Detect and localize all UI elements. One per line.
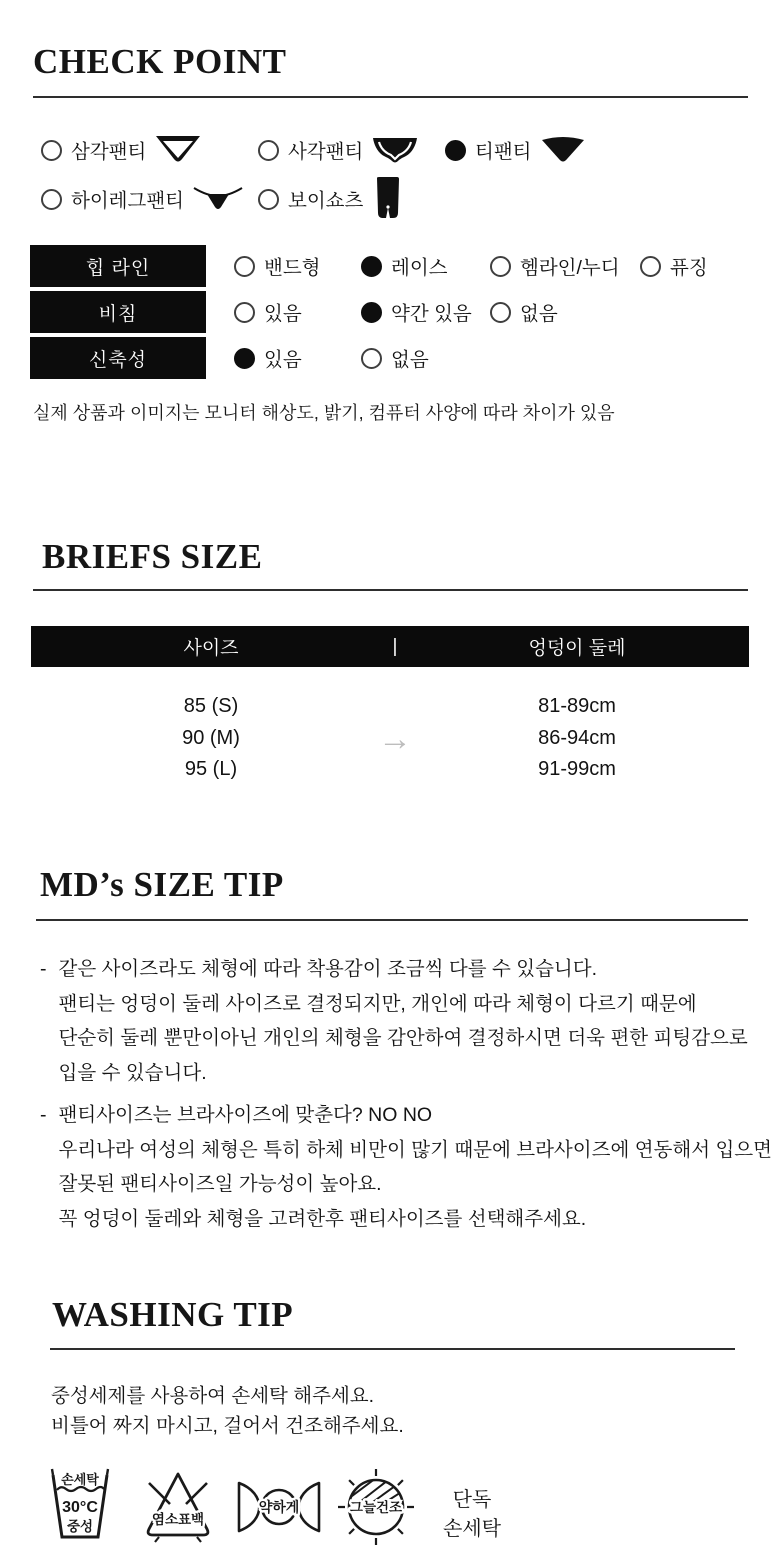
highleg-panty-icon bbox=[193, 186, 243, 212]
attr-option-label: 있음 bbox=[264, 303, 302, 325]
attr-option[interactable] bbox=[640, 245, 708, 287]
tip-text bbox=[59, 952, 748, 1090]
type-option-label: 보이쇼츠 bbox=[288, 190, 364, 212]
attr-label-hipline: 힙 라인 bbox=[30, 245, 206, 287]
shade-dry-icon bbox=[336, 1463, 416, 1551]
attr-option-label: 퓨징 bbox=[670, 257, 708, 279]
temperature-label: 30°C bbox=[62, 1499, 98, 1516]
tip-text bbox=[59, 1098, 772, 1236]
separate-wash-line: 손세탁 bbox=[443, 1517, 501, 1540]
radio-sheer-yes[interactable] bbox=[234, 302, 255, 323]
size-tip-item bbox=[40, 952, 748, 1090]
type-option-label: 삼각팬티 bbox=[71, 141, 147, 163]
type-option-label: 사각팬티 bbox=[288, 141, 364, 163]
divider-line bbox=[33, 589, 748, 591]
type-option-label: 하이레그팬티 bbox=[71, 190, 185, 212]
radio-hemline-nude[interactable] bbox=[490, 256, 511, 277]
radio-band-type[interactable] bbox=[234, 256, 255, 277]
shade-dry-label: 그늘건조 bbox=[349, 1500, 403, 1515]
wring-label: 약하게 bbox=[258, 1499, 300, 1515]
size-row-value: 90 (M) bbox=[182, 727, 240, 749]
neutral-label: 중성 bbox=[66, 1519, 94, 1534]
monitor-difference-note: 실제 상품과 이미지는 모니터 해상도, 밝기, 컴퓨터 사양에 따라 차이가 있음 bbox=[33, 403, 615, 423]
washing-tip-title: WASHING TIP bbox=[52, 1295, 294, 1334]
type-option-square[interactable] bbox=[258, 135, 418, 165]
tip-line: 단순히 둘레 뿐만이아닌 개인의 체형을 감안하여 결정하시면 더욱 편한 피팅감으로 bbox=[58, 1027, 748, 1049]
size-tip-item bbox=[40, 1098, 772, 1236]
type-option-thong[interactable] bbox=[445, 135, 585, 165]
type-option-boyshorts[interactable] bbox=[258, 184, 404, 214]
tip-line: 잘못된 팬티사이즈일 가능성이 높아요. bbox=[58, 1173, 382, 1195]
cross-marks bbox=[149, 1483, 207, 1504]
radio-thong-panty[interactable] bbox=[445, 140, 466, 161]
radio-lace[interactable] bbox=[361, 256, 382, 277]
attr-option-label: 약간 있음 bbox=[391, 303, 472, 325]
triangle-panty-icon bbox=[155, 135, 201, 165]
water-wave bbox=[57, 1487, 104, 1491]
size-row-value: 85 (S) bbox=[183, 695, 239, 717]
briefs-size-title: BRIEFS SIZE bbox=[42, 537, 263, 576]
attr-option-label: 헴라인/누디 bbox=[520, 257, 620, 279]
type-option-triangle[interactable] bbox=[41, 135, 201, 165]
radio-square-panty[interactable] bbox=[258, 140, 279, 161]
attr-option-label: 없음 bbox=[391, 349, 429, 371]
attr-option[interactable] bbox=[234, 291, 302, 333]
boyshorts-icon bbox=[372, 175, 404, 221]
handwash-30c-icon bbox=[48, 1467, 112, 1541]
wring-gently-icon bbox=[234, 1479, 324, 1535]
washing-instruction-line: 비틀어 짜지 마시고, 걸어서 건조해주세요. bbox=[51, 1415, 404, 1437]
radio-fusing[interactable] bbox=[640, 256, 661, 277]
bullet-dash: - bbox=[40, 958, 47, 980]
attr-label-elasticity: 신축성 bbox=[30, 337, 206, 379]
size-table-header bbox=[31, 626, 749, 667]
tip-line: 입을 수 있습니다. bbox=[58, 1061, 207, 1084]
attr-option-label: 없음 bbox=[520, 303, 558, 325]
attr-option[interactable] bbox=[361, 245, 448, 287]
attr-option-label: 밴드형 bbox=[264, 257, 321, 279]
size-column-header: 사이즈 bbox=[183, 638, 239, 659]
attr-option[interactable] bbox=[490, 245, 620, 287]
hip-row-value: 91-99cm bbox=[538, 758, 616, 780]
check-point-title: CHECK POINT bbox=[33, 42, 287, 81]
column-divider: | bbox=[392, 635, 398, 657]
washing-instruction-line: 중성세제를 사용하여 손세탁 해주세요. bbox=[51, 1385, 375, 1407]
bullet-dash: - bbox=[40, 1104, 47, 1126]
size-row-value: 95 (L) bbox=[184, 758, 238, 780]
hip-row-value: 81-89cm bbox=[538, 695, 616, 717]
attr-option[interactable] bbox=[361, 337, 429, 379]
hip-row-value: 86-94cm bbox=[538, 727, 616, 749]
divider-line bbox=[36, 919, 748, 921]
attr-option[interactable] bbox=[361, 291, 472, 333]
radio-stretch-no[interactable] bbox=[361, 348, 382, 369]
tip-line: 팬티는 엉덩이 둘레 사이즈로 결정되지만, 개인에 따라 체형이 다르기 때문에 bbox=[58, 992, 697, 1015]
right-arrow-icon: → bbox=[378, 720, 412, 758]
hip-column-header: 엉덩이 둘레 bbox=[528, 638, 626, 659]
type-option-highleg[interactable] bbox=[41, 184, 243, 214]
handwash-label: 손세탁 bbox=[61, 1472, 99, 1487]
bleach-label: 염소표백 bbox=[151, 1512, 205, 1527]
attr-option[interactable] bbox=[234, 337, 302, 379]
radio-triangle-panty[interactable] bbox=[41, 140, 62, 161]
tip-line: 꼭 엉덩이 둘레와 체형을 고려한후 팬티사이즈를 선택해주세요. bbox=[58, 1207, 587, 1230]
radio-sheer-no[interactable] bbox=[490, 302, 511, 323]
attr-option[interactable] bbox=[234, 245, 321, 287]
attr-option-label: 레이스 bbox=[391, 257, 448, 279]
tip-line: 팬티사이즈는 브라사이즈에 맞춘다? NO NO bbox=[58, 1104, 433, 1126]
separate-wash-line: 단독 bbox=[452, 1489, 492, 1511]
tip-line: 우리나라 여성의 체형은 특히 하체 비만이 많기 때문에 브라사이즈에 연동해서 입으면 bbox=[58, 1138, 772, 1161]
separate-wash-note bbox=[434, 1486, 510, 1543]
thong-panty-icon bbox=[541, 136, 585, 165]
square-panty-icon bbox=[372, 137, 418, 164]
tip-line: 같은 사이즈라도 체형에 따라 착용감이 조금씩 다를 수 있습니다. bbox=[58, 958, 598, 980]
radio-stretch-yes[interactable] bbox=[234, 348, 255, 369]
attr-label-sheerness: 비침 bbox=[30, 291, 206, 333]
no-bleach-icon bbox=[142, 1471, 214, 1543]
md-size-tip-title: MD’s SIZE TIP bbox=[40, 865, 284, 904]
type-option-label: 티팬티 bbox=[475, 141, 532, 163]
attr-option-label: 있음 bbox=[264, 349, 302, 371]
radio-boyshorts[interactable] bbox=[258, 189, 279, 210]
divider-line bbox=[33, 96, 748, 98]
radio-highleg-panty[interactable] bbox=[41, 189, 62, 210]
divider-line bbox=[50, 1348, 735, 1350]
radio-sheer-slight[interactable] bbox=[361, 302, 382, 323]
attr-option[interactable] bbox=[490, 291, 558, 333]
washing-instruction bbox=[51, 1381, 404, 1441]
